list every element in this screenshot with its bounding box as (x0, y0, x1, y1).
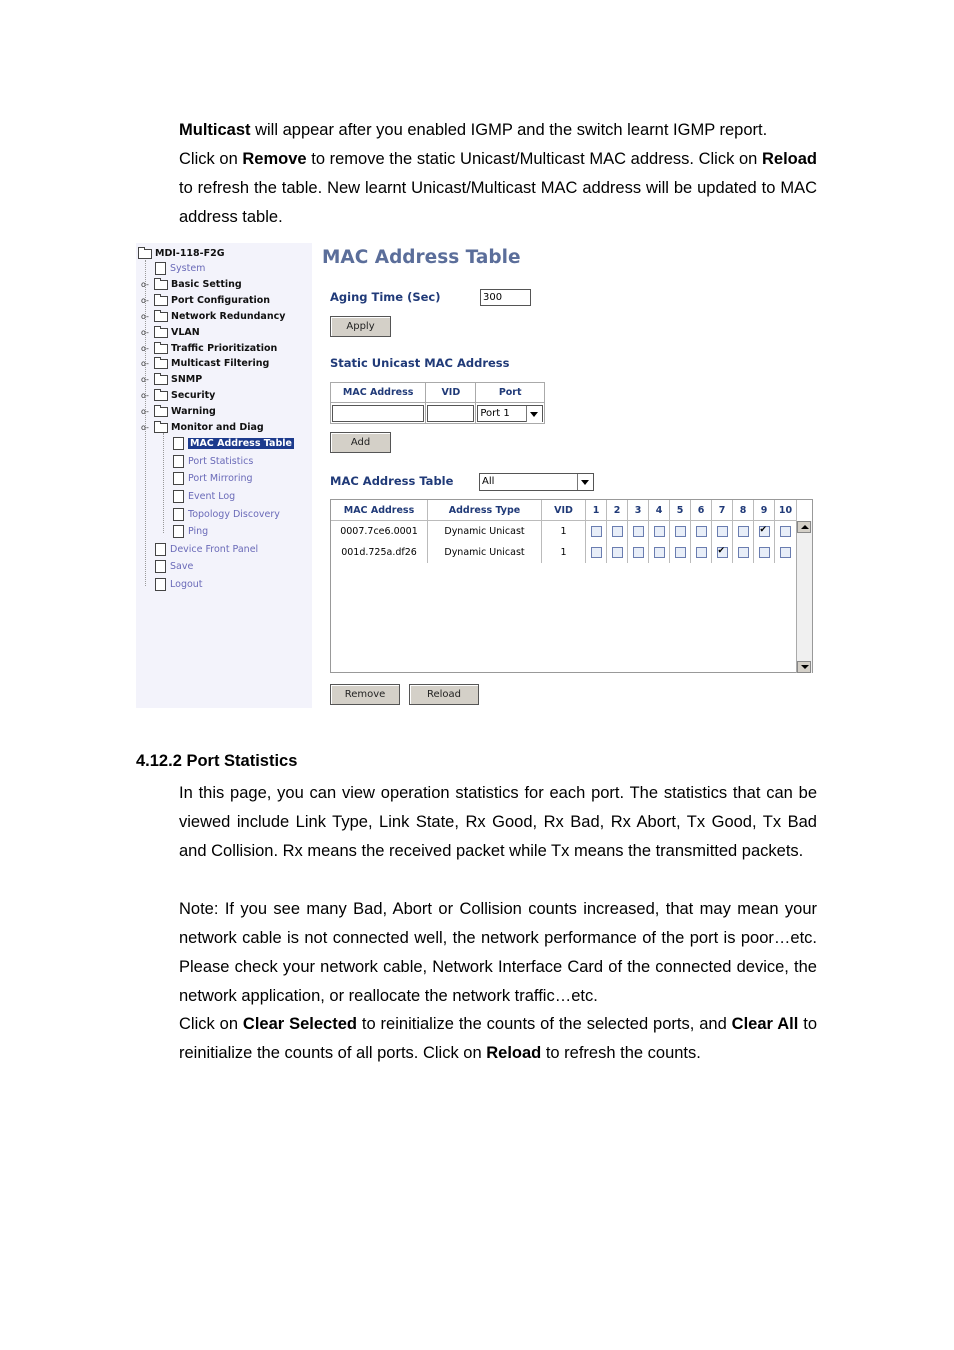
port-7-cell (712, 521, 733, 542)
mac-address-grid (330, 499, 813, 673)
p3-text-a: Click on (179, 1015, 243, 1033)
static-port-cell (476, 403, 545, 424)
grid-header-type: Address Type (428, 500, 542, 521)
mac-table-screenshot (136, 243, 816, 709)
tree-subitem-event-log[interactable]: Event Log (173, 490, 235, 504)
mac-table-filter-select[interactable]: All (479, 473, 594, 491)
folder-icon (154, 407, 168, 417)
p3-clear-all-bold: Clear All (731, 1015, 799, 1033)
port-8-checkbox[interactable] (738, 547, 749, 558)
port-10-cell (775, 521, 797, 542)
port-1-cell (586, 521, 607, 542)
mac-table-panel (321, 243, 816, 709)
tree-item-security[interactable]: Security (154, 389, 215, 403)
expand-icon[interactable]: o- (141, 391, 149, 400)
folder-icon (154, 328, 168, 338)
p3-text-b: to reinitialize the counts of the selected ports, and (356, 1015, 732, 1033)
port-3-cell (628, 542, 649, 563)
tree-item-monitor-and-diag[interactable]: Monitor and Diag (154, 421, 264, 435)
page-icon (173, 472, 184, 485)
intro-text-4: to refresh the table. New learnt Unicast/Multicast MAC address will be updated to MAC address table. (179, 179, 817, 226)
port-2-cell (607, 542, 628, 563)
grid-header-port-9: 9 (754, 500, 775, 521)
section-paragraph-1: In this page, you can view operation statistics for each port. The statistics that can be viewed include Link Type, Link State, Rx Good, Rx Bad, Rx Abort, Tx Good, Tx Bad and Collision. Rx means the received packet while Tx means the transmitted packets. (179, 784, 817, 860)
expand-icon[interactable]: o- (141, 296, 149, 305)
folder-icon (154, 312, 168, 322)
tree-item-warning[interactable]: Warning (154, 405, 216, 419)
port-4-checkbox[interactable] (654, 526, 665, 537)
tree-item-port-configuration[interactable]: Port Configuration (154, 294, 270, 308)
tree-item-basic-setting[interactable]: Basic Setting (154, 278, 242, 292)
p3-clear-selected-bold: Clear Selected (242, 1015, 357, 1033)
page-icon (173, 437, 184, 450)
grid-header-port-3: 3 (628, 500, 649, 521)
section-paragraph-3 (179, 1010, 817, 1068)
port-1-checkbox[interactable] (591, 547, 602, 558)
row-type: Dynamic Unicast (428, 521, 542, 542)
port-5-checkbox[interactable] (675, 526, 686, 537)
port-7-checkbox[interactable] (717, 547, 728, 558)
row-vid: 1 (542, 521, 586, 542)
expand-icon[interactable]: o- (141, 280, 149, 289)
chevron-down-icon[interactable] (577, 474, 593, 490)
port-2-checkbox[interactable] (612, 526, 623, 537)
port-1-checkbox[interactable] (591, 526, 602, 537)
scroll-up-icon[interactable] (797, 521, 811, 533)
page-icon (173, 508, 184, 521)
page-icon (155, 543, 166, 556)
page-icon (155, 262, 166, 275)
page-icon (173, 525, 184, 538)
grid-header-port-6: 6 (691, 500, 712, 521)
static-unicast-title: Static Unicast MAC Address (330, 356, 510, 370)
nav-tree (136, 243, 312, 708)
p3-text-c: to reinitialize the counts of all ports. Click on (179, 1015, 817, 1062)
static-mac-cell (331, 403, 426, 424)
tree-subitem-topology-discovery[interactable]: Topology Discovery (173, 508, 280, 522)
port-8-checkbox[interactable] (738, 526, 749, 537)
section-heading: 4.12.2 Port Statistics (136, 752, 298, 770)
folder-icon (154, 296, 168, 306)
port-9-checkbox[interactable] (759, 526, 770, 537)
grid-header-port-4: 4 (649, 500, 670, 521)
panel-title: MAC Address Table (322, 247, 521, 268)
port-8-cell (733, 542, 754, 563)
remove-button[interactable]: Remove (330, 684, 400, 705)
port-5-cell (670, 521, 691, 542)
port-3-checkbox[interactable] (633, 526, 644, 537)
scroll-down-icon[interactable] (797, 661, 811, 673)
tree-item-save[interactable]: Save (155, 560, 193, 574)
static-mac-input[interactable] (332, 405, 424, 422)
port-3-checkbox[interactable] (633, 547, 644, 558)
expand-icon[interactable]: o- (141, 344, 149, 353)
port-10-cell (775, 542, 797, 563)
static-header-vid: VID (426, 383, 476, 403)
grid-header-vid: VID (542, 500, 586, 521)
expand-icon[interactable]: o- (141, 375, 149, 384)
grid-header-port-1: 1 (586, 500, 607, 521)
static-vid-cell (426, 403, 476, 424)
apply-button[interactable]: Apply (330, 316, 391, 337)
port-6-checkbox[interactable] (696, 547, 707, 558)
row-type: Dynamic Unicast (428, 542, 542, 563)
intro-paragraph (179, 116, 817, 232)
port-4-checkbox[interactable] (654, 547, 665, 558)
grid-header-port-10: 10 (775, 500, 797, 521)
folder-icon (154, 359, 168, 369)
grid-header-port-7: 7 (712, 500, 733, 521)
tree-item-system[interactable]: System (155, 262, 205, 276)
port-10-checkbox[interactable] (780, 547, 791, 558)
grid-scrollbar[interactable] (796, 521, 812, 673)
folder-icon (154, 391, 168, 401)
aging-time-label: Aging Time (Sec) (330, 290, 441, 304)
page-icon (155, 560, 166, 573)
grid-header-port-5: 5 (670, 500, 691, 521)
tree-root[interactable]: MDI-118-F2G (138, 247, 225, 261)
port-4-cell (649, 521, 670, 542)
page-icon (173, 490, 184, 503)
add-button[interactable]: Add (330, 432, 391, 453)
grid-header-port-8: 8 (733, 500, 754, 521)
page-icon (173, 455, 184, 468)
grid-header-port-2: 2 (607, 500, 628, 521)
port-6-checkbox[interactable] (696, 526, 707, 537)
port-6-cell (691, 542, 712, 563)
mac-table-label: MAC Address Table (330, 474, 454, 488)
tree-item-traffic-prioritization[interactable]: Traffic Prioritization (154, 342, 277, 356)
static-vid-input[interactable] (427, 405, 474, 422)
intro-text-3: to remove the static Unicast/Multicast MAC address. Click on (306, 150, 762, 168)
intro-remove-bold: Remove (242, 150, 307, 168)
folder-icon (154, 344, 168, 354)
intro-multicast-bold: Multicast (179, 121, 251, 139)
expand-icon[interactable]: o- (141, 359, 149, 368)
tree-item-network-redundancy[interactable]: Network Redundancy (154, 310, 285, 324)
folder-open-icon (154, 423, 168, 433)
folder-icon (154, 375, 168, 385)
static-header-port: Port (476, 383, 545, 403)
aging-time-input[interactable]: 300 (480, 289, 531, 306)
page-icon (155, 578, 166, 591)
row-mac: 0007.7ce6.0001 (331, 521, 428, 542)
port-10-checkbox[interactable] (780, 526, 791, 537)
port-4-cell (649, 542, 670, 563)
port-5-cell (670, 542, 691, 563)
row-mac: 001d.725a.df26 (331, 542, 428, 563)
intro-text-1: will appear after you enabled IGMP and the switch learnt IGMP report. (250, 121, 768, 139)
tree-item-multicast-filtering[interactable]: Multicast Filtering (154, 357, 269, 371)
port-7-cell (712, 542, 733, 563)
tree-subitem-port-mirroring[interactable]: Port Mirroring (173, 472, 253, 486)
tree-subitem-port-statistics[interactable]: Port Statistics (173, 455, 253, 469)
tree-subitem-mac-address-table[interactable]: MAC Address Table (173, 437, 294, 451)
intro-reload-bold: Reload (761, 150, 817, 168)
static-port-select[interactable]: Port 1 (477, 405, 543, 422)
row-vid: 1 (542, 542, 586, 563)
port-9-cell (754, 521, 775, 542)
port-6-cell (691, 521, 712, 542)
tree-item-logout[interactable]: Logout (155, 578, 203, 592)
folder-icon (138, 249, 152, 259)
p3-reload-bold: Reload (486, 1044, 542, 1062)
port-1-cell (586, 542, 607, 563)
tree-subitem-ping[interactable]: Ping (173, 525, 208, 539)
p3-text-d: to refresh the counts. (541, 1044, 701, 1062)
port-2-checkbox[interactable] (612, 547, 623, 558)
static-mac-table (330, 382, 545, 424)
port-7-checkbox[interactable] (717, 526, 728, 537)
grid-header-mac: MAC Address (331, 500, 428, 521)
port-8-cell (733, 521, 754, 542)
reload-button[interactable]: Reload (409, 684, 479, 705)
intro-text-2: Click on (179, 150, 243, 168)
port-5-checkbox[interactable] (675, 547, 686, 558)
tree-item-vlan[interactable]: VLAN (154, 326, 200, 340)
folder-icon (154, 280, 168, 290)
expand-icon[interactable]: o- (141, 312, 149, 321)
tree-item-device-front-panel[interactable]: Device Front Panel (155, 543, 258, 557)
tree-item-snmp[interactable]: SNMP (154, 373, 202, 387)
port-9-cell (754, 542, 775, 563)
port-2-cell (607, 521, 628, 542)
section-paragraph-2: Note: If you see many Bad, Abort or Collision counts increased, that may mean your network cable is not connected well, the network performance of the port is poor…etc. Please check your network cable, Network Interface Card of the connected device, the network application, or reallocate the network traffic…etc. (179, 900, 817, 1005)
expand-icon[interactable]: o- (141, 407, 149, 416)
chevron-down-icon[interactable] (526, 406, 542, 422)
expand-icon[interactable]: o- (141, 328, 149, 337)
port-9-checkbox[interactable] (759, 547, 770, 558)
collapse-icon[interactable]: o- (141, 423, 149, 432)
port-3-cell (628, 521, 649, 542)
static-header-mac: MAC Address (331, 383, 426, 403)
